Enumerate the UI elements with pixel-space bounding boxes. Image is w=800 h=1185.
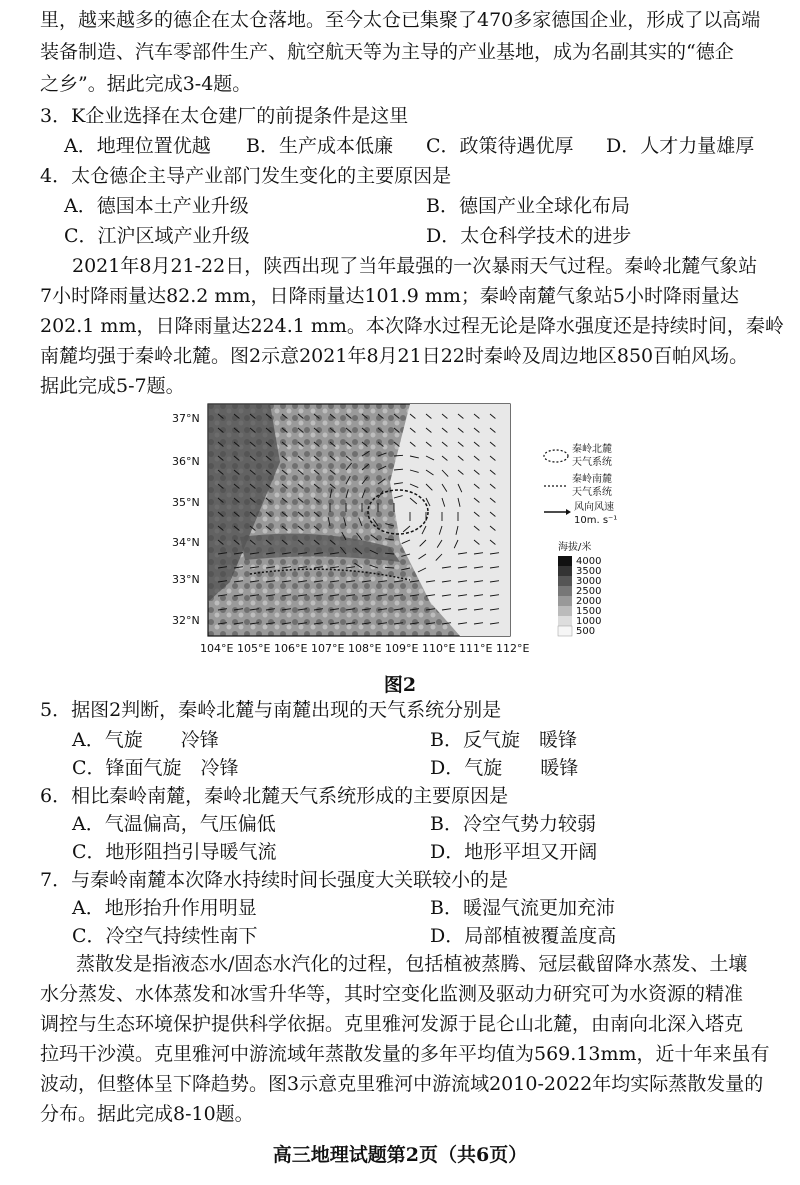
legend-elevation-title: 海拔/米: [558, 542, 592, 553]
lat-label: 36°N: [172, 455, 200, 468]
q4-option-c: C．江沪区域产业升级: [64, 225, 250, 247]
passage3-line-6: 分布。据此完成8-10题。: [40, 1103, 254, 1125]
q6-option-d: D．地形平坦又开阔: [430, 841, 598, 863]
lat-label: 34°N: [172, 536, 200, 549]
wind-arrow: [394, 455, 403, 456]
q5-stem: 5．据图2判断，秦岭北麓与南麓出现的天气系统分别是: [40, 699, 502, 721]
elevation-value: 1000: [576, 616, 602, 627]
legend-north-symbol: [544, 450, 568, 462]
passage2-line-3: 202.1 mm，日降雨量达224.1 mm。本次降水过程无论是降水强度还是持续时间，秦岭: [40, 315, 784, 337]
passage2-line-4: 南麓均强于秦岭北麓。图2示意2021年8月21日22时秦岭及周边地区850百帕风场。: [40, 345, 749, 367]
q4-option-b: B．德国产业全球化布局: [426, 195, 630, 217]
passage3-line-1: 蒸散发是指液态水/固态水汽化的过程，包括植被蒸腾、冠层截留降水蒸发、土壤: [76, 953, 748, 975]
lat-label: 32°N: [172, 614, 200, 627]
lon-label: 107°E: [311, 642, 345, 655]
elevation-value: 3000: [576, 576, 602, 587]
q5-option-a: A．气旋 冷锋: [72, 729, 219, 751]
lon-label: 105°E: [237, 642, 271, 655]
legend-wind-unit: 10m. s⁻¹: [574, 515, 618, 526]
lon-label: 111°E: [459, 642, 493, 655]
passage2-line-2: 7小时降雨量达82.2 mm，日降雨量达101.9 mm；秦岭南麓气象站5小时降雨量达: [40, 285, 740, 307]
passage3-line-4: 拉玛干沙漠。克里雅河中游流域年蒸散发量的多年平均值为569.13mm，近十年来虽有: [40, 1043, 770, 1065]
elevation-value: 3500: [576, 566, 602, 577]
legend-north-label: 天气系统: [572, 457, 612, 468]
lat-label: 35°N: [172, 496, 200, 509]
q3-option-b: B．生产成本低廉: [246, 135, 393, 157]
elevation-value: 2500: [576, 586, 602, 597]
legend-south-label: 天气系统: [572, 487, 612, 498]
lon-label: 106°E: [274, 642, 308, 655]
q5-option-b: B．反气旋 暖锋: [430, 729, 577, 751]
q4-stem: 4．太仓德企主导产业部门发生变化的主要原因是: [40, 165, 452, 187]
legend-north-label: 秦岭北麓: [572, 444, 612, 455]
q7-stem: 7．与秦岭南麓本次降水持续时间长强度大关联较小的是: [40, 869, 509, 891]
figure-2-caption: 图2: [383, 674, 417, 696]
q5-option-d: D．气旋 暖锋: [430, 757, 579, 779]
passage2-line-5: 据此完成5-7题。: [40, 375, 185, 397]
elevation-value: 2000: [576, 596, 602, 607]
intro-line-1: 里，越来越多的德企在太仓落地。至今太仓已集聚了470多家德国企业，形成了以高端: [40, 9, 761, 31]
lon-label: 109°E: [385, 642, 419, 655]
lon-label: 108°E: [348, 642, 382, 655]
legend-wind-label: 风向风速: [574, 502, 614, 513]
figure-2-wind-field-map: [160, 402, 660, 667]
legend-wind-arrowhead: [566, 509, 571, 515]
passage3-line-5: 波动，但整体呈下降趋势。图3示意克里雅河中游流域2010-2022年均实际蒸散发量的: [40, 1073, 764, 1095]
passage3-line-3: 调控与生态环境保护提供科学依据。克里雅河发源于昆仑山北麓，由南向北深入塔克: [40, 1013, 744, 1035]
elevation-value: 500: [576, 626, 596, 637]
q6-option-a: A．气温偏高，气压偏低: [72, 813, 276, 835]
q3-option-d: D．人才力量雄厚: [606, 135, 755, 157]
intro-line-3: 之乡”。据此完成3-4题。: [40, 73, 252, 95]
legend-south-label: 秦岭南麓: [572, 474, 612, 485]
elevation-scale: [558, 556, 572, 636]
q7-option-a: A．地形抬升作用明显: [72, 897, 257, 919]
wind-arrow: [385, 567, 394, 568]
q7-option-c: C．冷空气持续性南下: [72, 925, 258, 947]
passage3-line-2: 水分蒸发、水体蒸发和冰雪升华等，其时空变化监测及驱动力研究可为水资源的精准: [40, 983, 744, 1005]
q6-stem: 6．相比秦岭南麓，秦岭北麓天气系统形成的主要原因是: [40, 785, 509, 807]
wind-field-map-svg: [160, 402, 660, 667]
lat-label: 37°N: [172, 412, 200, 425]
passage2-line-1: 2021年8月21-22日，陕西出现了当年最强的一次暴雨天气过程。秦岭北麓气象站: [72, 255, 758, 277]
page-footer: 高三地理试题第2页（共6页）: [272, 1144, 528, 1166]
q5-option-c: C．锋面气旋 冷锋: [72, 757, 239, 779]
q7-option-d: D．局部植被覆盖度高: [430, 925, 617, 947]
elevation-value: 1500: [576, 606, 602, 617]
q4-option-d: D．太仓科学技术的进步: [426, 225, 632, 247]
lon-label: 110°E: [422, 642, 456, 655]
q4-option-a: A．德国本土产业升级: [64, 195, 249, 217]
q6-option-b: B．冷空气势力较弱: [430, 813, 596, 835]
intro-line-2: 装备制造、汽车零部件生产、航空航天等为主导的产业基地，成为名副其实的“德企: [40, 41, 734, 63]
elevation-value: 4000: [576, 556, 602, 567]
q7-option-b: B．暖湿气流更加充沛: [430, 897, 615, 919]
q6-option-c: C．地形阻挡引导暖气流: [72, 841, 277, 863]
q3-option-a: A．地理位置优越: [64, 135, 211, 157]
q3-stem: 3．K企业选择在太仓建厂的前提条件是这里: [40, 105, 409, 127]
lat-label: 33°N: [172, 573, 200, 586]
lon-label: 112°E: [496, 642, 530, 655]
q3-option-c: C．政策待遇优厚: [426, 135, 574, 157]
lon-label: 104°E: [200, 642, 234, 655]
